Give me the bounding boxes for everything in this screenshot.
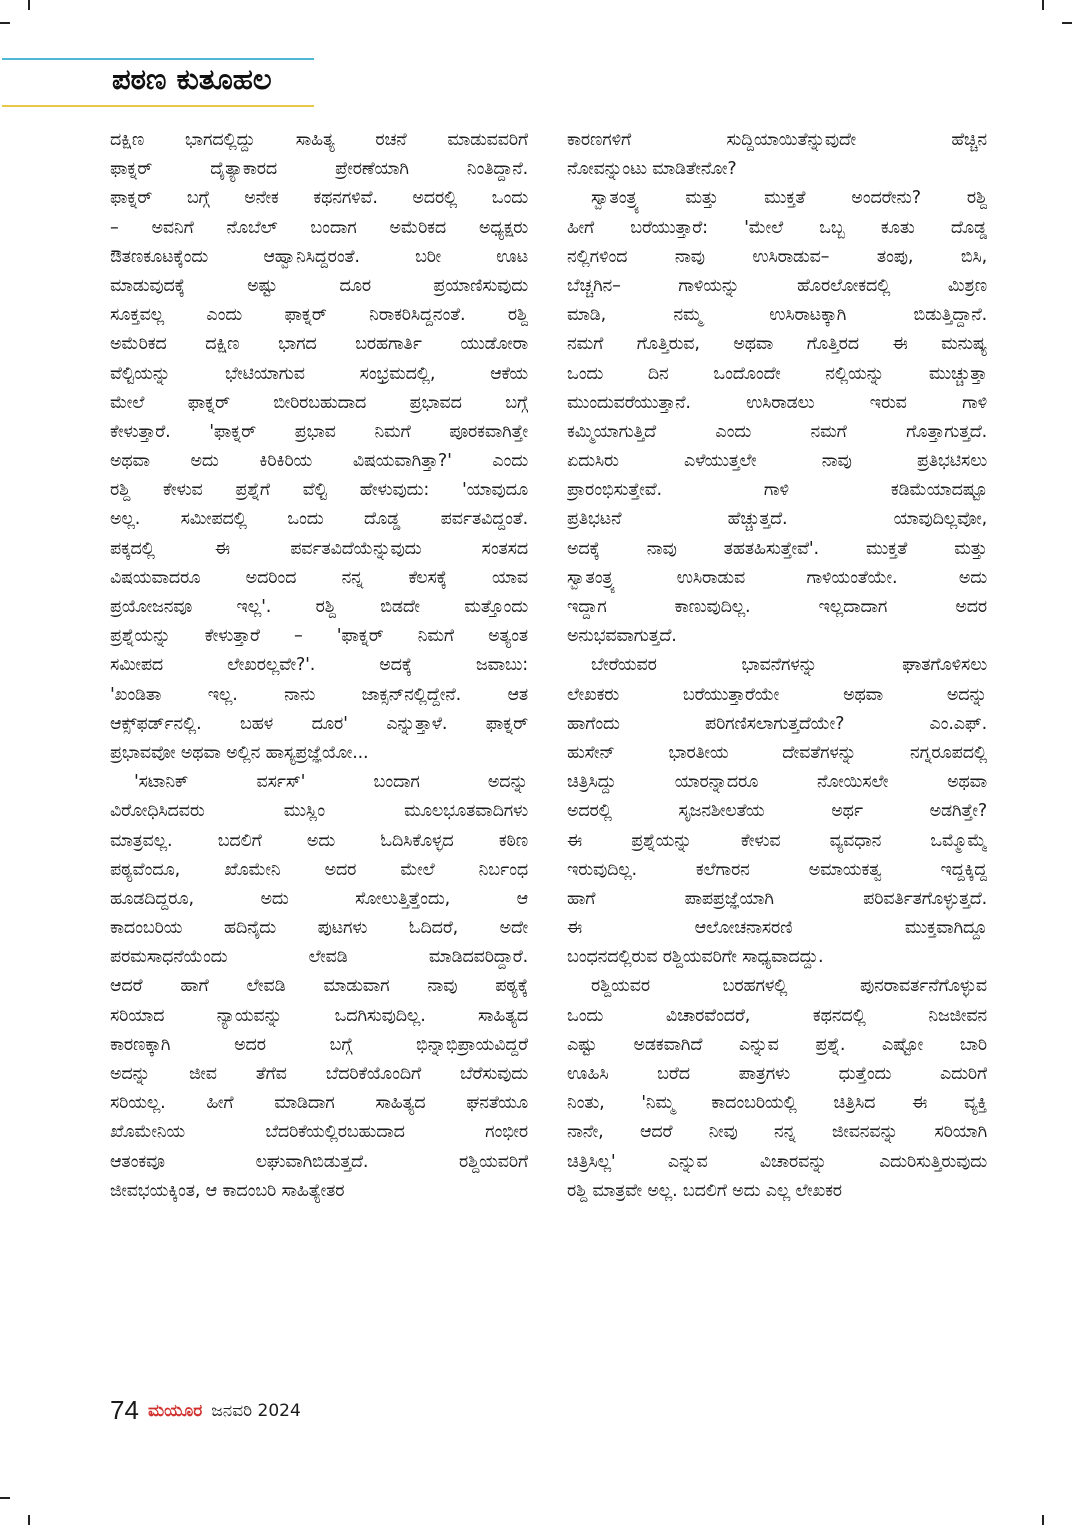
text-line: ಬಂಧನದಲ್ಲಿರುವ ರಶ್ದಿಯವರಿಗೇ ಸಾಧ್ಯವಾದದ್ದು. [567,947,824,968]
text-line: ಕೇಳುತ್ತಾರೆ. 'ಫಾಕ್ನರ್ ಪ್ರಭಾವ ನಿಮಗೆ ಪೂರಕವಾಗಿತ್ತೇ [110,421,528,442]
header-rule-top [2,58,314,60]
text-line: ಜೀವಭಯಕ್ಕಿಂತ, ಆ ಕಾದಂಬರಿ ಸಾಹಿತ್ಯೇತರ [110,1180,345,1201]
text-line: ಪ್ರಾರಂಭಿಸುತ್ತೇವೆ. ಗಾಳಿ ಕಡಿಮೆಯಾದಷ್ಟೂ [567,480,987,501]
header-rule-bottom [2,105,314,107]
text-line: ಪ್ರಭಾವವೋ ಅಥವಾ ಅಲ್ಲಿನ ಹಾಸ್ಯಪ್ರಜ್ಞೆಯೋ... [110,742,369,763]
text-line: 'ಸಟಾನಿಕ್ ವರ್ಸಸ್' ಬಂದಾಗ ಅದನ್ನು [134,772,528,793]
text-line: ಸ್ವಾತಂತ್ರ್ಯ ಮತ್ತು ಮುಕ್ತತೆ ಅಂದರೇನು? ರಶ್ದಿ [591,188,987,209]
text-line: ನಮಗೆ ಗೊತ್ತಿರುವ, ಅಥವಾ ಗೊತ್ತಿರದ ಈ ಮನುಷ್ಯ [567,334,987,355]
text-line: ರಶ್ದಿ ಮಾತ್ರವೇ ಅಲ್ಲ. ಬದಲಿಗೆ ಅದು ಎಲ್ಲ ಲೇಖಕರ [567,1180,842,1201]
text-line: ಈ ಆಲೋಚನಾಸರಣಿ ಮುಕ್ತವಾಗಿದ್ದೂ [567,918,987,939]
text-line: ವಿಷಯವಾದರೂ ಅದರಿಂದ ನನ್ನ ಕೆಲಸಕ್ಕೆ ಯಾವ [110,567,528,588]
text-line: ಪ್ರಶ್ನೆಯನ್ನು ಕೇಳುತ್ತಾರೆ – 'ಫಾಕ್ನರ್ ನಿಮಗೆ ಅತ್ಯಂತ [110,626,528,647]
text-line: ಸರಿಯಾದ ನ್ಯಾಯವನ್ನು ಒದಗಿಸುವುದಿಲ್ಲ. ಸಾಹಿತ್ಯದ [110,1005,528,1026]
text-line: ನಾನೇ, ಆದರೆ ನೀವು ನನ್ನ ಜೀವನವನ್ನು ಸರಿಯಾಗಿ [567,1122,987,1143]
text-line: ಒಂದು ದಿನ ಒಂದೊಂದೇ ನಲ್ಲಿಯನ್ನು ಮುಚ್ಚುತ್ತಾ [567,363,987,384]
text-line: ಔತಣಕೂಟಕ್ಕೆಂದು ಆಹ್ವಾನಿಸಿದ್ದರಂತೆ. ಬರೀ ಊಟ [110,246,528,267]
text-line: ವಿರೋಧಿಸಿದವರು ಮುಸ್ಲಿಂ ಮೂಲಭೂತವಾದಿಗಳು [110,801,528,822]
issue-date: ಜನವರಿ 2024 [211,1400,301,1421]
crop-mark-top-right [1062,22,1072,24]
text-line: ಇದ್ದಾಗ ಕಾಣುವುದಿಲ್ಲ. ಇಲ್ಲದಾದಾಗ ಅದರ [567,597,987,617]
text-line: ಖೊಮೇನಿಯ ಬೆದರಿಕೆಯಲ್ಲಿರಬಹುದಾದ ಗಂಭೀರ [110,1122,528,1143]
text-line: ಕಾರಣಗಳಿಗೆ ಸುದ್ದಿಯಾಯಿತೆನ್ನುವುದೇ ಹೆಚ್ಚಿನ [567,130,987,150]
text-line: ದಕ್ಷಿಣ ಭಾಗದಲ್ಲಿದ್ದು ಸಾಹಿತ್ಯ ರಚನೆ ಮಾಡುವವರಿಗೆ [110,130,528,150]
text-line: ನಿಂತು, 'ನಿಮ್ಮ ಕಾದಂಬರಿಯಲ್ಲಿ ಚಿತ್ರಿಸಿದ ಈ ವ್ಯಕ್ತಿ [567,1093,987,1114]
crop-mark-top-right-v [1042,0,1044,10]
text-line: – ಅವನಿಗೆ ನೊಬೆಲ್ ಬಂದಾಗ ಅಮೆರಿಕದ ಅಧ್ಯಕ್ಷರು [110,217,528,238]
crop-mark-bottom-left [0,1497,10,1499]
text-line: ಮುಂದುವರೆಯುತ್ತಾನೆ. ಉಸಿರಾಡಲು ಇರುವ ಗಾಳಿ [567,392,987,413]
text-line: ಅಮೆರಿಕದ ದಕ್ಷಿಣ ಭಾಗದ ಬರಹಗಾರ್ತಿ ಯುಡೋರಾ [110,334,528,355]
magazine-logo: ಮಯೂರ [148,1400,203,1421]
text-line: ಆಕ್ಸ್‌ಫರ್ಡ್‌ನಲ್ಲಿ. ಬಹಳ ದೂರ' ಎನ್ನುತ್ತಾಳೆ. ಫಾಕ್ನರ್ [110,713,528,734]
article-column-left [110,126,528,1206]
text-line: ಲೇಖಕರು ಬರೆಯುತ್ತಾರೆಯೇ ಅಥವಾ ಅದನ್ನು [567,684,987,705]
text-line: ಕಾರಣಕ್ಕಾಗಿ ಅದರ ಬಗ್ಗೆ ಭಿನ್ನಾಭಿಪ್ರಾಯವಿದ್ದರೆ [110,1034,528,1055]
text-line: ಎಷ್ಟು ಅಡಕವಾಗಿದೆ ಎನ್ನುವ ಪ್ರಶ್ನೆ. ಎಷ್ಟೋ ಬಾರಿ [567,1034,987,1055]
text-line: ಆದರೆ ಹಾಗೆ ಲೇವಡಿ ಮಾಡುವಾಗ ನಾವು ಪಠ್ಯಕ್ಕೆ [110,976,528,997]
text-line: ಮಾಡಿ, ನಮ್ಮ ಉಸಿರಾಟಕ್ಕಾಗಿ ಬಿಡುತ್ತಿದ್ದಾನೆ. [567,305,987,326]
text-line: ಚಿತ್ರಿಸಿದ್ದು ಯಾರನ್ನಾದರೂ ನೋಯಿಸಲೇ ಅಥವಾ [567,772,987,793]
text-line: ಅದನ್ನು ಜೀವ ತೆಗೆವ ಬೆದರಿಕೆಯೊಂದಿಗೆ ಬೆರೆಸುವುದು [110,1064,528,1084]
text-line: ಸರಿಯಲ್ಲ. ಹೀಗೆ ಮಾಡಿದಾಗ ಸಾಹಿತ್ಯದ ಘನತೆಯೂ [110,1093,528,1114]
text-line: ಚಿತ್ರಿಸಿಲ್ಲ' ಎನ್ನುವ ವಿಚಾರವನ್ನು ಎದುರಿಸುತ್ತಿರುವುದು [567,1151,987,1172]
text-line: ಹಾಗೆಂದು ಪರಿಗಣಿಸಲಾಗುತ್ತದೆಯೇ? ಎಂ.ಎಫ್. [567,713,987,734]
text-line: ಅಲ್ಲ. ಸಮೀಪದಲ್ಲಿ ಒಂದು ದೊಡ್ಡ ಪರ್ವತವಿದ್ದಂತೆ. [110,509,528,530]
text-line: ಕಮ್ಮಿಯಾಗುತ್ತಿದೆ ಎಂದು ನಮಗೆ ಗೊತ್ತಾಗುತ್ತದೆ. [567,421,987,442]
text-line: ಫಾಕ್ನರ್ ದೈತ್ಯಾಕಾರದ ಪ್ರೇರಣೆಯಾಗಿ ನಿಂತಿದ್ದಾನೆ. [110,159,528,180]
crop-mark-bottom-right-v [1042,1515,1044,1525]
text-line: ಮಾತ್ರವಲ್ಲ. ಬದಲಿಗೆ ಅದು ಓದಿಸಿಕೊಳ್ಳದ ಕಠಿಣ [110,830,528,851]
text-line: ರಶ್ದಿಯವರ ಬರಹಗಳಲ್ಲಿ ಪುನರಾವರ್ತನೆಗೊಳ್ಳುವ [591,976,987,997]
text-line: ಅಥವಾ ಅದು ಕಿರಿಕಿರಿಯ ವಿಷಯವಾಗಿತ್ತಾ?' ಎಂದು [110,451,528,472]
text-line: ಅದರಲ್ಲಿ ಸೃಜನಶೀಲತೆಯ ಅರ್ಥ ಅಡಗಿತ್ತೇ? [567,801,987,822]
text-line: ನೋವನ್ನುಂಟು ಮಾಡಿತೇನೋ? [567,159,737,180]
text-line: ಹೂಡದಿದ್ದರೂ, ಅದು ಸೋಲುತ್ತಿತ್ತೆಂದು, ಆ [110,888,528,909]
text-line: ಪಠ್ಯವೆಂದೂ, ಖೊಮೇನಿ ಅದರ ಮೇಲೆ ನಿರ್ಬಂಧ [110,859,528,880]
crop-mark-top-left-v [28,0,30,10]
text-line: ಪರಮಸಾಧನೆಯೆಂದು ಲೇವಡಿ ಮಾಡಿದವರಿದ್ದಾರೆ. [110,947,528,968]
text-line: ಫಾಕ್ನರ್ ಬಗ್ಗೆ ಅನೇಕ ಕಥನಗಳಿವೆ. ಅದರಲ್ಲಿ ಒಂದು [110,188,528,209]
text-line: ಈ ಪ್ರಶ್ನೆಯನ್ನು ಕೇಳುವ ವ್ಯವಧಾನ ಒಮ್ಮೊಮ್ಮೆ [567,830,987,851]
page-footer [110,1395,301,1426]
text-line: ಊಹಿಸಿ ಬರೆದ ಪಾತ್ರಗಳು ಧುತ್ತೆಂದು ಎದುರಿಗೆ [567,1064,987,1084]
text-line: ಹುಸೇನ್ ಭಾರತೀಯ ದೇವತೆಗಳನ್ನು ನಗ್ನರೂಪದಲ್ಲಿ [567,742,987,763]
text-line: ಇರುವುದಿಲ್ಲ. ಕಲೆಗಾರನ ಅಮಾಯಕತ್ವ ಇದ್ದಕ್ಕಿದ್ದ [567,859,987,880]
text-line: ಸಮೀಪದ ಲೇಖರಲ್ಲವೇ?'. ಅದಕ್ಕೆ ಜವಾಬು: [110,655,528,676]
text-line: ಅನುಭವವಾಗುತ್ತದೆ. [567,626,677,647]
text-line: ಅದಕ್ಕೆ ನಾವು ತಹತಹಿಸುತ್ತೇವೆ'. ಮುಕ್ತತೆ ಮತ್ತು [567,538,987,559]
crop-mark-bottom-left-v [28,1515,30,1525]
text-line: ಪಕ್ಕದಲ್ಲಿ ಈ ಪರ್ವತವಿದೆಯೆನ್ನುವುದು ಸಂತಸದ [110,538,528,559]
text-line: 'ಖಂಡಿತಾ ಇಲ್ಲ. ನಾನು ಜಾಕ್ಸನ್‌ನಲ್ಲಿದ್ದೇನೆ. ಆತ [110,684,528,705]
text-line: ಏದುಸಿರು ಎಳೆಯುತ್ತಲೇ ನಾವು ಪ್ರತಿಭಟಿಸಲು [567,451,987,472]
crop-mark-top-left [0,22,10,24]
text-line: ಹೀಗೆ ಬರೆಯುತ್ತಾರೆ: 'ಮೇಲೆ ಒಬ್ಬ ಕೂತು ದೊಡ್ಡ [567,217,987,238]
section-header [2,58,314,110]
text-line: ನಲ್ಲಿಗಳಿಂದ ನಾವು ಉಸಿರಾಡುವ– ತಂಪು, ಬಿಸಿ, [567,246,987,267]
text-line: ವೆಲ್ಟಿಯನ್ನು ಭೇಟಿಯಾಗುವ ಸಂಭ್ರಮದಲ್ಲಿ, ಆಕೆಯ [110,363,528,384]
text-line: ಮಾಡುವುದಕ್ಕೆ ಅಷ್ಟು ದೂರ ಪ್ರಯಾಣಿಸುವುದು [110,275,528,296]
text-line: ಹಾಗೆ ಪಾಪಪ್ರಜ್ಞೆಯಾಗಿ ಪರಿವರ್ತಿತಗೊಳ್ಳುತ್ತದೆ. [567,888,987,909]
text-line: ಸ್ವಾತಂತ್ರ್ಯ ಉಸಿರಾಡುವ ಗಾಳಿಯಂತೆಯೇ. ಅದು [567,567,987,588]
text-line: ಒಂದು ವಿಚಾರವೆಂದರೆ, ಕಥನದಲ್ಲಿ ನಿಜಜೀವನ [567,1005,987,1026]
page-number: 74 [110,1395,139,1425]
text-line: ಮೇಲೆ ಫಾಕ್ನರ್ ಬೀರಿರಬಹುದಾದ ಪ್ರಭಾವದ ಬಗ್ಗೆ [110,392,528,413]
text-line: ಆತಂಕವೂ ಲಘುವಾಗಿಬಿಡುತ್ತದೆ. ರಶ್ದಿಯವರಿಗೆ [110,1151,528,1172]
text-line: ಪ್ರಯೋಜನವೂ ಇಲ್ಲ'. ರಶ್ದಿ ಬಿಡದೇ ಮತ್ತೊಂದು [110,597,528,617]
text-line: ಬೆಚ್ಚಗಿನ– ಗಾಳಿಯನ್ನು ಹೊರಲೋಕದಲ್ಲಿ ಮಿಶ್ರಣ [567,275,987,296]
article-column-right [567,126,987,1206]
text-line: ಪ್ರತಿಭಟನೆ ಹೆಚ್ಚುತ್ತದೆ. ಯಾವುದಿಲ್ಲವೋ, [567,509,987,530]
text-line: ರಶ್ದಿ ಕೇಳುವ ಪ್ರಶ್ನೆಗೆ ವೆಲ್ಟಿ ಹೇಳುವುದು: 'ಯಾವುದೂ [110,480,528,501]
section-title: ಪಠಣ ಕುತೂಹಲ [112,62,272,96]
text-line: ಕಾದಂಬರಿಯ ಹದಿನೈದು ಪುಟಗಳು ಓದಿದರೆ, ಅದೇ [110,918,528,939]
text-line: ಬೇರೆಯವರ ಭಾವನೆಗಳನ್ನು ಘಾತಗೊಳಿಸಲು [591,655,987,676]
text-line: ಸೂಕ್ತವಲ್ಲ ಎಂದು ಫಾಕ್ನರ್ ನಿರಾಕರಿಸಿದ್ದನಂತೆ. ರಶ್ದಿ [110,305,528,326]
